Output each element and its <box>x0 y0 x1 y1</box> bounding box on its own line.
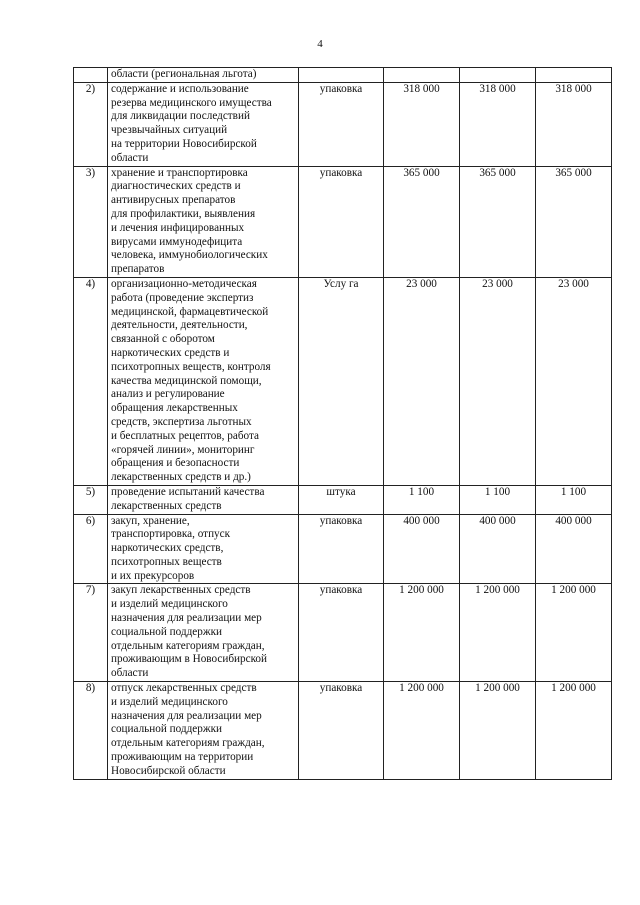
service-name: закуп лекарственных средств и изделий медицинского назначения для реализации мер социальной поддержки отдельным категориям граждан, проживающим в Новосибирской области <box>108 584 299 682</box>
table-row <box>74 277 612 485</box>
value-year-3 <box>536 68 612 83</box>
row-number: 4) <box>74 277 108 485</box>
value-year-1: 1 200 000 <box>384 682 460 780</box>
value-year-3: 1 100 <box>536 485 612 514</box>
table-row <box>74 514 612 584</box>
value-year-3: 1 200 000 <box>536 682 612 780</box>
row-number: 8) <box>74 682 108 780</box>
unit-of-measure <box>299 68 384 83</box>
row-number: 6) <box>74 514 108 584</box>
value-year-3: 23 000 <box>536 277 612 485</box>
value-year-1: 23 000 <box>384 277 460 485</box>
value-year-3: 365 000 <box>536 166 612 277</box>
row-number: 5) <box>74 485 108 514</box>
value-year-3: 400 000 <box>536 514 612 584</box>
service-name: отпуск лекарственных средств и изделий медицинского назначения для реализации мер социальной поддержки отдельным категориям граждан, проживающим на территории Новосибирской области <box>108 682 299 780</box>
service-name: проведение испытаний качества лекарственных средств <box>108 485 299 514</box>
unit-of-measure: упаковка <box>299 82 384 166</box>
value-year-2 <box>460 68 536 83</box>
value-year-1: 318 000 <box>384 82 460 166</box>
value-year-3: 1 200 000 <box>536 584 612 682</box>
services-table <box>73 67 612 780</box>
service-name: содержание и использование резерва медицинского имущества для ликвидации последствий чрезвычайных ситуаций на территории Новосибирской области <box>108 82 299 166</box>
row-number: 2) <box>74 82 108 166</box>
table-row <box>74 68 612 83</box>
row-number <box>74 68 108 83</box>
unit-of-measure: упаковка <box>299 584 384 682</box>
page-number: 4 <box>317 38 323 50</box>
value-year-2: 400 000 <box>460 514 536 584</box>
value-year-2: 365 000 <box>460 166 536 277</box>
unit-of-measure: Услу га <box>299 277 384 485</box>
service-name: закуп, хранение, транспортировка, отпуск наркотических средств, психотропных веществ и их прекурсоров <box>108 514 299 584</box>
row-number: 3) <box>74 166 108 277</box>
unit-of-measure: штука <box>299 485 384 514</box>
value-year-2: 23 000 <box>460 277 536 485</box>
unit-of-measure: упаковка <box>299 166 384 277</box>
table-row <box>74 82 612 166</box>
table-row <box>74 166 612 277</box>
service-name: хранение и транспортировка диагностических средств и антивирусных препаратов для профилактики, выявления и лечения инфицированных вирусами иммунодефицита человека, иммунобиологических препаратов <box>108 166 299 277</box>
value-year-1: 365 000 <box>384 166 460 277</box>
unit-of-measure: упаковка <box>299 514 384 584</box>
value-year-1: 400 000 <box>384 514 460 584</box>
value-year-2: 318 000 <box>460 82 536 166</box>
value-year-3: 318 000 <box>536 82 612 166</box>
table-row <box>74 584 612 682</box>
table-row <box>74 485 612 514</box>
value-year-2: 1 200 000 <box>460 584 536 682</box>
unit-of-measure: упаковка <box>299 682 384 780</box>
table-row <box>74 682 612 780</box>
service-name: области (региональная льгота) <box>108 68 299 83</box>
value-year-2: 1 200 000 <box>460 682 536 780</box>
value-year-1: 1 200 000 <box>384 584 460 682</box>
value-year-1: 1 100 <box>384 485 460 514</box>
service-name: организационно-методическая работа (проведение экспертиз медицинской, фармацевтической деятельности, деятельности, связанной с оборотом наркотических средств и психотропных веществ, контроля качества медицинской помощи, анализ и регулирование обращения лекарственных средств, экспертиза льготных и бесплатных рецептов, работа «горячей линии», мониторинг обращения и безопасности лекарственных средств и др.) <box>108 277 299 485</box>
value-year-2: 1 100 <box>460 485 536 514</box>
value-year-1 <box>384 68 460 83</box>
row-number: 7) <box>74 584 108 682</box>
